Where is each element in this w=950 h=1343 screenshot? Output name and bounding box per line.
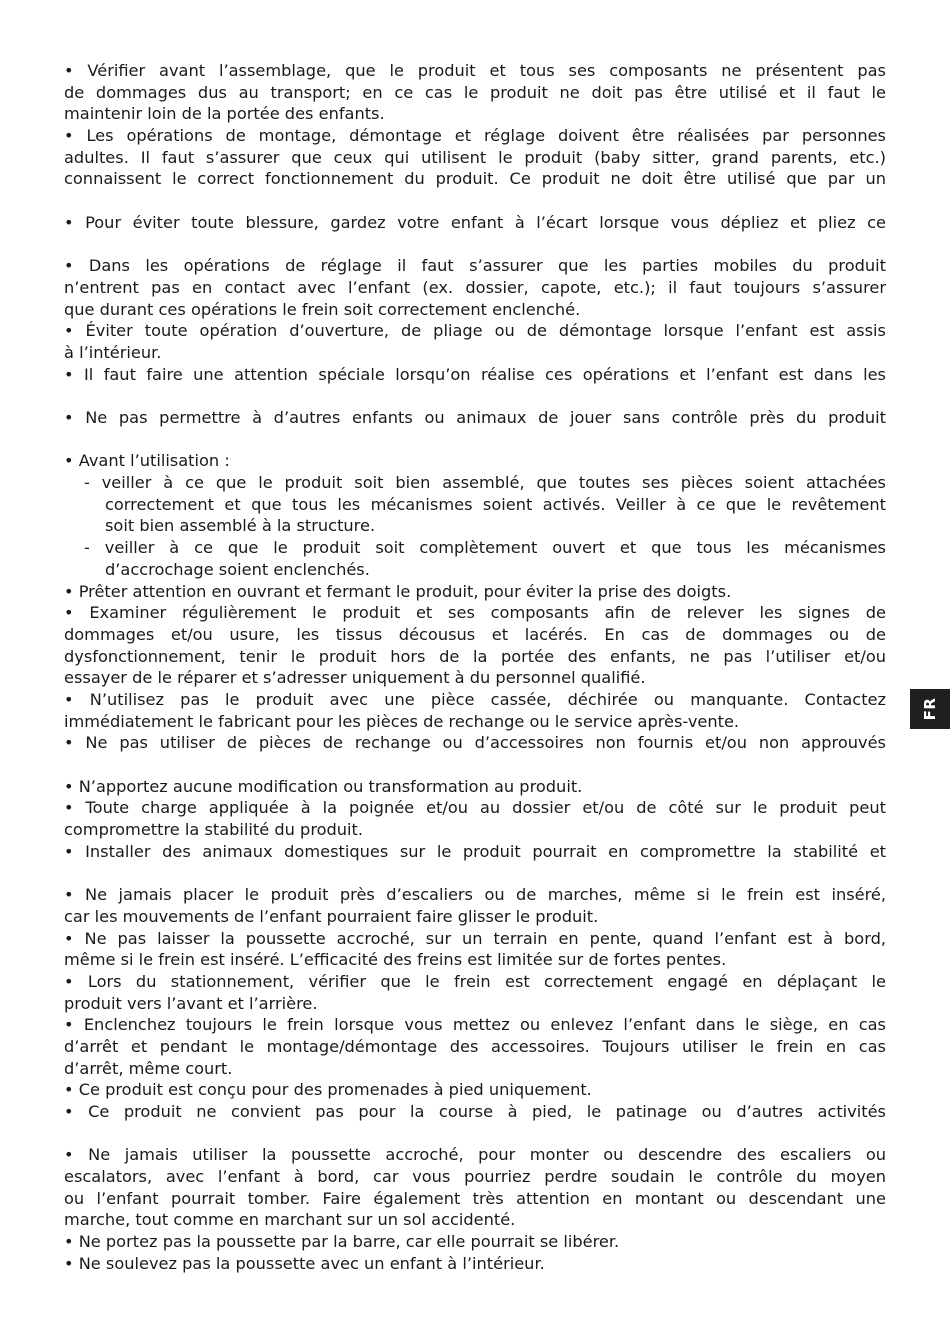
blank-line — [64, 190, 886, 212]
text-line: adultes. Il faut s’assurer que ceux qui utilisent le produit (baby sitter, grand parents, etc.) — [64, 147, 886, 167]
text-line: d’arrêt, même court. — [64, 1058, 233, 1078]
text-line: • Dans les opérations de réglage il faut s’assurer que les parties mobiles du produit — [64, 256, 886, 276]
text-line: soit bien assemblé à la structure. — [105, 516, 376, 536]
text-line: car les mouvements de l’enfant pourraient faire glisser le produit. — [64, 906, 599, 926]
blank-line — [64, 754, 886, 776]
text-line: • Ne portez pas la poussette par la barre, car elle pourrait se libérer. — [64, 1232, 620, 1252]
text-line: ou l’enfant pourrait tomber. Faire également très attention en montant ou descendant une — [64, 1188, 886, 1208]
text-line: compromettre la stabilité du produit. — [64, 820, 364, 840]
text-line: • Ne pas permettre à d’autres enfants ou animaux de jouer sans contrôle près du produit — [64, 408, 886, 427]
text-line: essayer de le réparer et s’adresser uniquement à du personnel qualifié. — [64, 668, 646, 688]
text-line: • Vérifier avant l’assemblage, que le produit et tous ses composants ne présentent pas — [64, 61, 886, 80]
text-line: • Ne pas utiliser de pièces de rechange ou d’accessoires non fournis et/ou non approuvés — [64, 733, 886, 753]
text-line: • Toute charge appliquée à la poignée et/ou au dossier et/ou de côté sur le produit peut — [64, 798, 886, 818]
text-line: • Ne jamais utiliser la poussette accroché, pour monter ou descendre des escaliers ou — [64, 1145, 886, 1165]
language-tab-label: FR — [921, 697, 939, 721]
text-line: • Prêter attention en ouvrant et fermant le produit, pour éviter la prise des doigts. — [64, 581, 732, 601]
text-line: - veiller à ce que le produit soit bien assemblé, que toutes ses pièces soient attachées — [84, 473, 886, 493]
text-line: • Ce produit est conçu pour des promenades à pied uniquement. — [64, 1080, 592, 1100]
text-line: • Installer des animaux domestiques sur le produit pourrait en compromettre la stabilité et — [64, 841, 886, 861]
text-line: • Avant l’utilisation : — [64, 451, 230, 471]
text-line: immédiatement le fabricant pour les pièces de rechange ou le service après-vente. — [64, 711, 740, 731]
text-line: à l’intérieur. — [64, 342, 162, 362]
text-line: • Examiner régulièrement le produit et ses composants afin de relever les signes de — [64, 603, 886, 623]
text-line: d’accrochage soient enclenchés. — [105, 559, 370, 579]
text-line: • Les opérations de montage, démontage et réglage doivent être réalisées par personnes — [64, 126, 886, 146]
blank-line — [64, 429, 886, 451]
text-line: • Pour éviter toute blessure, gardez votre enfant à l’écart lorsque vous dépliez et pliez ce — [64, 212, 886, 232]
blank-line — [64, 385, 886, 407]
text-line: dommages et/ou usure, les tissus décousus et lacérés. En cas de dommages ou de — [64, 624, 886, 644]
text-line: que durant ces opérations le frein soit correctement enclenché. — [64, 299, 581, 319]
text-line: d’arrêt et pendant le montage/démontage des accessoires. Toujours utiliser le frein en cas — [64, 1036, 886, 1056]
text-line: connaissent le correct fonctionnement du produit. Ce produit ne doit être utilisé que par un — [64, 169, 886, 189]
text-line: • Il faut faire une attention spéciale lorsqu’on réalise ces opérations et l’enfant est dans les — [64, 364, 886, 384]
document-body — [64, 60, 886, 1275]
language-tab — [910, 689, 950, 729]
text-line: • Ce produit ne convient pas pour la course à pied, le patinage ou d’autres activités — [64, 1102, 886, 1121]
text-line: escalators, avec l’enfant à bord, car vous pourriez perdre soudain le contrôle du moyen — [64, 1167, 886, 1187]
text-line: maintenir loin de la portée des enfants. — [64, 104, 385, 124]
text-line: • Enclenchez toujours le frein lorsque vous mettez ou enlevez l’enfant dans le siège, en cas — [64, 1015, 886, 1035]
text-line: • N’utilisez pas le produit avec une pièce cassée, déchirée ou manquante. Contactez — [64, 689, 886, 709]
blank-line — [64, 1123, 886, 1145]
text-line: • Ne pas laisser la poussette accroché, sur un terrain en pente, quand l’enfant est à bord, — [64, 928, 886, 948]
blank-line — [64, 862, 886, 884]
text-line: • Ne jamais placer le produit près d’escaliers ou de marches, même si le frein est inséré, — [64, 885, 886, 905]
text-line: correctement et que tous les mécanismes soient activés. Veiller à ce que le revêtement — [105, 494, 886, 514]
text-line: marche, tout comme en marchant sur un sol accidenté. — [64, 1210, 516, 1230]
text-line: • N’apportez aucune modification ou transformation au produit. — [64, 776, 583, 796]
text-line: produit vers l’avant et l’arrière. — [64, 993, 318, 1013]
text-line: • Lors du stationnement, vérifier que le frein est correctement engagé en déplaçant le — [64, 971, 886, 991]
text-line: même si le frein est inséré. L’efficacité des freins est limitée sur de fortes pentes. — [64, 950, 727, 970]
text-line: • Ne soulevez pas la poussette avec un enfant à l’intérieur. — [64, 1253, 545, 1273]
text-line: • Éviter toute opération d’ouverture, de pliage ou de démontage lorsque l’enfant est assis — [64, 321, 886, 341]
text-line: dysfonctionnement, tenir le produit hors de la portée des enfants, ne pas l’utiliser et/ou — [64, 646, 886, 666]
text-line: - veiller à ce que le produit soit complètement ouvert et que tous les mécanismes — [84, 538, 886, 558]
text-line: n’entrent pas en contact avec l’enfant (ex. dossier, capote, etc.); il faut toujours s’assurer — [64, 277, 886, 297]
blank-line — [64, 234, 886, 256]
text-line: de dommages dus au transport; en ce cas le produit ne doit pas être utilisé et il faut le — [64, 82, 886, 102]
